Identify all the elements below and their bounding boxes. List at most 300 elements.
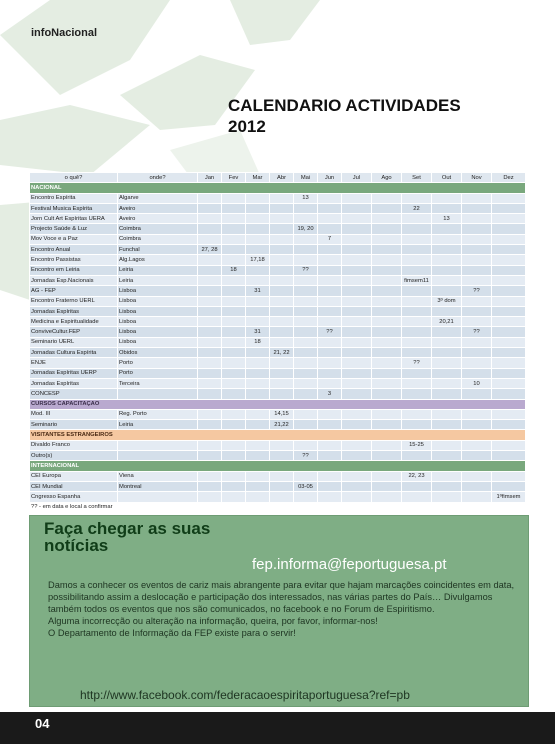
event-name: Jornadas Espíritas [30,378,118,388]
month-cell [222,348,246,358]
month-cell [342,378,372,388]
month-cell: 31 [246,286,270,296]
month-cell [492,224,526,234]
month-cell [432,492,462,502]
event-name: Jornadas Cultura Espírita [30,348,118,358]
month-cell [318,358,342,368]
month-cell [198,440,222,450]
month-cell [318,317,342,327]
month-cell [432,306,462,316]
month-cell [432,348,462,358]
month-cell [402,451,432,461]
month-cell [198,337,222,347]
month-cell [318,409,342,419]
event-row [30,471,526,481]
month-cell [246,296,270,306]
month-cell [432,451,462,461]
month-cell [372,265,402,275]
month-cell [246,224,270,234]
month-cell [342,368,372,378]
month-cell [492,378,526,388]
column-header: Out [432,173,462,183]
month-cell [372,348,402,358]
month-cell: 19, 20 [294,224,318,234]
month-cell [294,306,318,316]
event-row [30,255,526,265]
event-place: Funchal [118,245,198,255]
month-cell [342,286,372,296]
event-row [30,286,526,296]
month-cell [318,440,342,450]
month-cell [492,296,526,306]
month-cell: 22 [402,203,432,213]
month-cell [372,337,402,347]
month-cell: 27, 28 [198,245,222,255]
month-cell [246,481,270,491]
contact-email-link[interactable]: fep.informa@feportuguesa.pt [252,556,447,573]
event-place [118,440,198,450]
month-cell [270,296,294,306]
month-cell [492,409,526,419]
event-row [30,245,526,255]
activities-calendar-table [29,172,526,513]
month-cell [342,193,372,203]
page-number: 04 [35,716,50,731]
month-cell [372,451,402,461]
month-cell [492,214,526,224]
month-cell [294,234,318,244]
month-cell [294,203,318,213]
month-cell: ?? [294,451,318,461]
event-name: Jorn Cult Art Espíritas UERA [30,214,118,224]
event-row [30,234,526,244]
month-cell [270,245,294,255]
month-cell [432,358,462,368]
month-cell [270,327,294,337]
month-cell [294,348,318,358]
month-cell [372,368,402,378]
month-cell [270,471,294,481]
month-cell [246,409,270,419]
month-cell [270,286,294,296]
month-cell [222,471,246,481]
callout-paragraph: Alguma incorrecção ou alteração na informação, queira, por favor, informar-nos! [48,616,378,626]
month-cell [294,327,318,337]
column-header: Nov [462,173,492,183]
month-cell [246,358,270,368]
event-row [30,492,526,502]
month-cell: ?? [462,286,492,296]
month-cell: 18 [246,337,270,347]
month-cell [318,286,342,296]
month-cell [462,348,492,358]
month-cell [372,409,402,419]
month-cell [222,296,246,306]
month-cell [222,255,246,265]
month-cell [432,368,462,378]
month-cell [318,193,342,203]
event-row [30,420,526,430]
month-cell [270,214,294,224]
event-place: Porto [118,358,198,368]
month-cell [294,440,318,450]
event-name: Mod. III [30,409,118,419]
event-name: AG - FEP [30,286,118,296]
month-cell [342,471,372,481]
month-cell [492,203,526,213]
month-cell [342,203,372,213]
month-cell [222,234,246,244]
month-cell [198,265,222,275]
month-cell [318,203,342,213]
event-place: Lisboa [118,337,198,347]
event-place [118,492,198,502]
month-cell [402,481,432,491]
month-cell [432,275,462,285]
event-row [30,451,526,461]
month-cell [222,224,246,234]
month-cell [270,193,294,203]
month-cell [462,224,492,234]
month-cell [222,245,246,255]
month-cell: 03-05 [294,481,318,491]
month-cell: 15-25 [402,440,432,450]
month-cell [318,214,342,224]
month-cell [402,286,432,296]
event-name: Cngresso Espanha [30,492,118,502]
month-cell: 13 [294,193,318,203]
month-cell: 1ºfimsem [492,492,526,502]
month-cell [492,337,526,347]
event-place: Obidos [118,348,198,358]
column-header: Set [402,173,432,183]
month-cell [294,286,318,296]
month-cell [492,245,526,255]
month-cell [294,214,318,224]
month-cell [318,420,342,430]
month-cell [492,420,526,430]
event-name: Projecto Saúde & Luz [30,224,118,234]
event-place: Leiria [118,275,198,285]
month-cell: ?? [402,358,432,368]
event-name: Encontro Fraterno UERL [30,296,118,306]
month-cell [246,245,270,255]
news-callout-box [29,515,529,707]
event-place: Viena [118,471,198,481]
month-cell [342,409,372,419]
month-cell [222,358,246,368]
table-footnote: ?? - em data e local a confirmar [30,502,526,512]
month-cell [492,471,526,481]
month-cell [270,358,294,368]
month-cell [342,275,372,285]
month-cell [246,203,270,213]
section-label: NACIONAL [30,183,526,193]
month-cell [198,275,222,285]
event-row [30,327,526,337]
event-place: Terceira [118,378,198,388]
month-cell [222,451,246,461]
event-place: Alg.Lagos [118,255,198,265]
month-cell [432,378,462,388]
month-cell [342,440,372,450]
month-cell [462,389,492,399]
month-cell [342,255,372,265]
month-cell [462,306,492,316]
month-cell [492,286,526,296]
month-cell: 21,22 [270,420,294,430]
month-cell [294,358,318,368]
month-cell [342,306,372,316]
event-place [118,389,198,399]
month-cell [492,255,526,265]
month-cell [222,327,246,337]
month-cell [372,440,402,450]
month-cell [432,481,462,491]
event-place: Lisboa [118,306,198,316]
month-cell [492,440,526,450]
month-cell [318,255,342,265]
month-cell [342,337,372,347]
event-place: Lisboa [118,296,198,306]
month-cell [246,234,270,244]
column-header: Jan [198,173,222,183]
event-place: Montreal [118,481,198,491]
month-cell [402,296,432,306]
month-cell: ?? [294,265,318,275]
page-title [228,95,461,137]
event-place [118,451,198,461]
month-cell [432,286,462,296]
month-cell [222,306,246,316]
month-cell [432,265,462,275]
month-cell [198,409,222,419]
month-cell [402,306,432,316]
month-cell [198,451,222,461]
month-cell [432,193,462,203]
month-cell: 13 [432,214,462,224]
event-place: Algarve [118,193,198,203]
month-cell [318,368,342,378]
month-cell [270,492,294,502]
month-cell [270,440,294,450]
month-cell [402,348,432,358]
month-cell [462,481,492,491]
month-cell [198,327,222,337]
event-name: Jornadas Espíritas UERP [30,368,118,378]
month-cell [198,214,222,224]
month-cell [462,440,492,450]
month-cell [372,224,402,234]
month-cell [246,193,270,203]
month-cell [402,224,432,234]
month-cell [492,368,526,378]
month-cell [402,420,432,430]
event-name: Jornadas Esp.Nacionais [30,275,118,285]
month-cell [318,275,342,285]
month-cell [372,286,402,296]
month-cell [246,492,270,502]
month-cell [432,255,462,265]
month-cell [342,492,372,502]
month-cell [270,389,294,399]
month-cell: 7 [318,234,342,244]
month-cell: 3 [318,389,342,399]
month-cell [402,378,432,388]
month-cell [372,492,402,502]
month-cell [246,265,270,275]
month-cell [270,368,294,378]
column-header: Jul [342,173,372,183]
event-place: Coimbra [118,234,198,244]
month-cell [198,378,222,388]
month-cell: 10 [462,378,492,388]
month-cell [270,265,294,275]
month-cell [222,337,246,347]
month-cell [462,420,492,430]
column-header: Abr [270,173,294,183]
month-cell [246,306,270,316]
month-cell [198,286,222,296]
month-cell [432,327,462,337]
event-name: Encontro em Leiria [30,265,118,275]
month-cell [222,275,246,285]
month-cell [432,337,462,347]
month-cell [372,420,402,430]
month-cell [318,492,342,502]
event-place: Aveiro [118,214,198,224]
event-place: Aveiro [118,203,198,213]
month-cell [462,358,492,368]
month-cell: ?? [462,327,492,337]
event-row [30,358,526,368]
month-cell [462,265,492,275]
event-row [30,378,526,388]
month-cell [432,389,462,399]
month-cell [198,234,222,244]
section-label: VISITANTES ESTRANGEIROS [30,430,526,440]
month-cell [318,481,342,491]
facebook-url-link[interactable]: http://www.facebook.com/federacaoespiritaportuguesa?ref=pb [80,688,410,702]
month-cell [342,234,372,244]
section-header-row [30,183,526,193]
month-cell [294,471,318,481]
month-cell [402,327,432,337]
month-cell [318,348,342,358]
event-row [30,348,526,358]
brand-label: infoNacional [31,27,98,39]
column-header: Ago [372,173,402,183]
event-name: Festival Musica Espírita [30,203,118,213]
footer-bar [0,712,555,744]
month-cell [372,255,402,265]
month-cell: 14,15 [270,409,294,419]
month-cell: 17,18 [246,255,270,265]
event-place: Lisboa [118,286,198,296]
month-cell [462,368,492,378]
month-cell [318,451,342,461]
month-cell [462,234,492,244]
month-cell [372,306,402,316]
month-cell [372,296,402,306]
month-cell [270,234,294,244]
event-row [30,224,526,234]
month-cell [492,317,526,327]
month-cell [402,317,432,327]
month-cell [342,481,372,491]
month-cell [198,348,222,358]
table-footnote-row [30,502,526,512]
event-row [30,440,526,450]
month-cell [342,420,372,430]
month-cell [372,203,402,213]
month-cell [402,234,432,244]
month-cell [246,378,270,388]
month-cell [318,337,342,347]
column-header: Jun [318,173,342,183]
callout-paragraph: Damos a conhecer os eventos de cariz mais abrangente para evitar que hajam marcações coincidentes em data, possibilitando assim a deslocação e participação dos interessados, nas várias partes do País… Divulgamos também todos os eventos que nos são comunicados, no facebook e no Forum de Espiritismo. [48,580,515,614]
month-cell [198,255,222,265]
month-cell [294,245,318,255]
month-cell [462,296,492,306]
event-row [30,317,526,327]
month-cell [246,368,270,378]
month-cell [270,306,294,316]
event-name: Outro(s) [30,451,118,461]
page-title-line2: 2012 [228,117,266,136]
month-cell [342,348,372,358]
month-cell [462,203,492,213]
month-cell [222,203,246,213]
month-cell [198,224,222,234]
event-name: Encontro Passistas [30,255,118,265]
event-row [30,481,526,491]
month-cell [342,358,372,368]
month-cell [372,275,402,285]
month-cell [492,358,526,368]
month-cell [294,389,318,399]
month-cell [222,286,246,296]
callout-heading [44,520,210,554]
month-cell [270,224,294,234]
section-header-row [30,399,526,409]
month-cell [198,389,222,399]
month-cell [270,317,294,327]
month-cell: 3º dom [432,296,462,306]
month-cell [198,481,222,491]
event-place: Porto [118,368,198,378]
month-cell [318,306,342,316]
month-cell [222,368,246,378]
month-cell [246,389,270,399]
month-cell [402,214,432,224]
month-cell: ?? [318,327,342,337]
month-cell [294,368,318,378]
month-cell [462,245,492,255]
month-cell: 21, 22 [270,348,294,358]
month-cell [372,471,402,481]
month-cell [342,214,372,224]
month-cell [342,317,372,327]
month-cell [492,193,526,203]
month-cell [222,317,246,327]
month-cell [318,265,342,275]
month-cell [318,471,342,481]
month-cell [270,378,294,388]
month-cell [222,420,246,430]
month-cell [246,471,270,481]
month-cell [270,255,294,265]
